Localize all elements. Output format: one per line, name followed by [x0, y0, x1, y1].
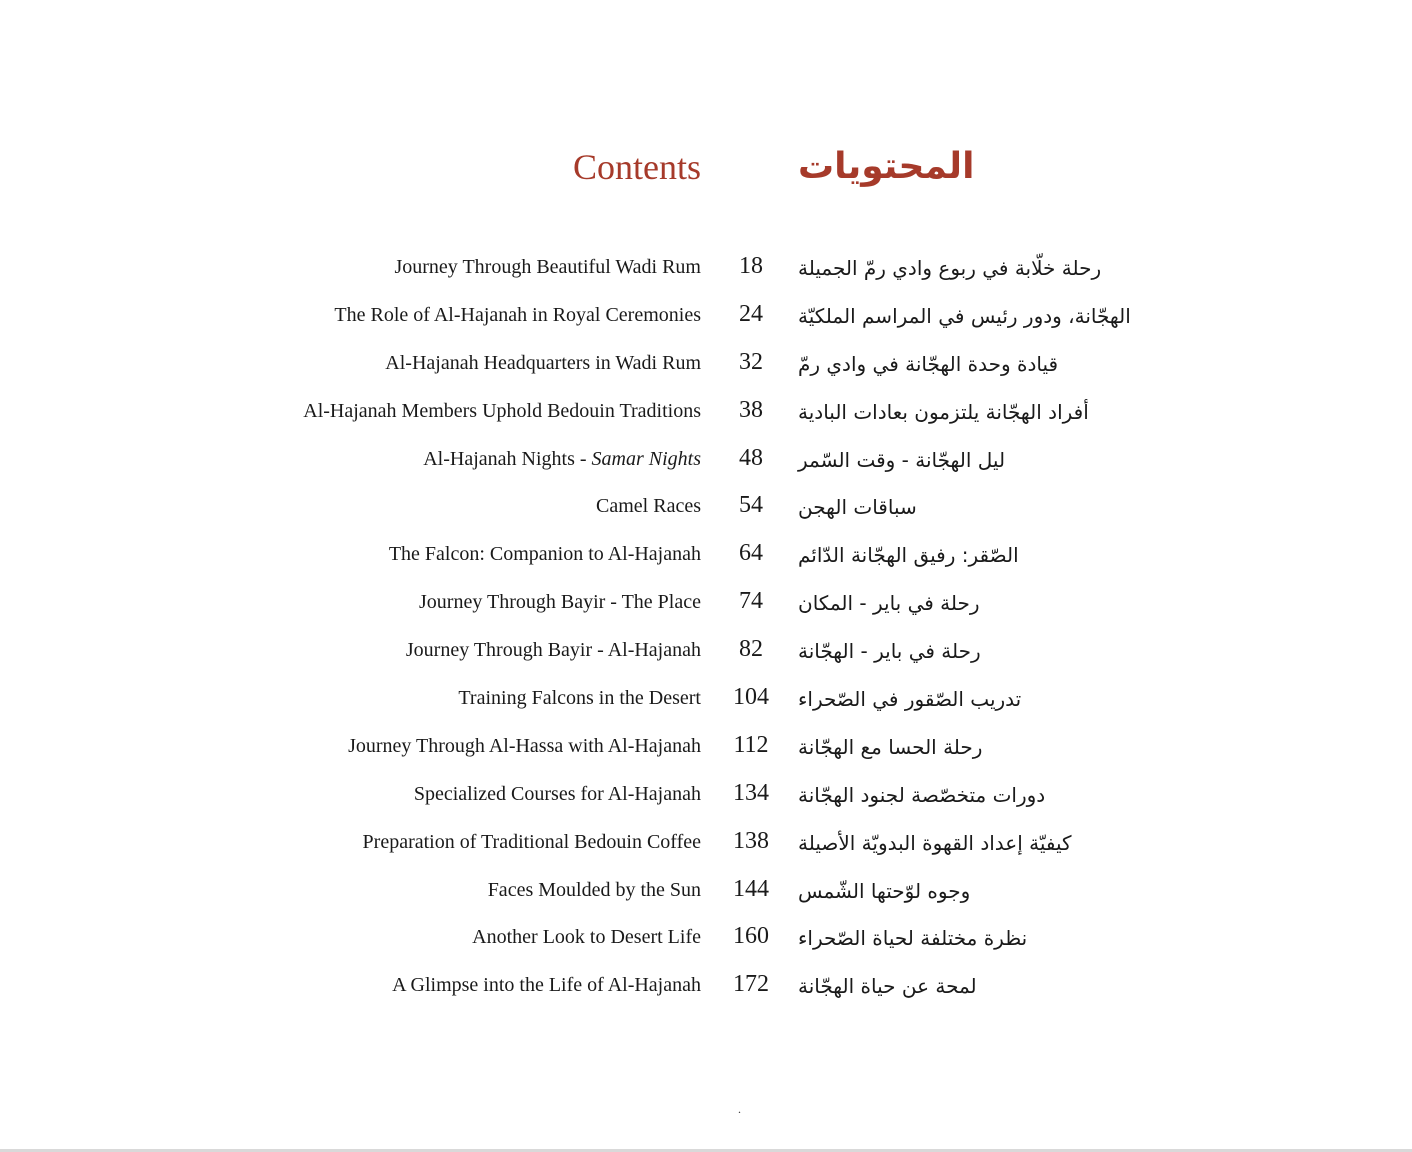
toc-entry-page-number: 38 — [739, 396, 763, 423]
toc-entry-title-english-text: Another Look to Desert Life — [472, 926, 701, 949]
toc-entry[interactable] — [0, 729, 1412, 777]
toc-entry[interactable] — [0, 681, 1412, 729]
toc-entry-page-number: 32 — [739, 348, 763, 375]
toc-entry-page-number: 48 — [739, 444, 763, 471]
toc-entry-title-arabic: الهجّانة، ودور رئيس في المراسم الملكيّة — [798, 303, 1131, 328]
toc-entry[interactable] — [0, 346, 1412, 394]
toc-entry-title-english — [363, 831, 701, 854]
toc-entry-title-english — [472, 926, 701, 949]
toc-entry-title-english — [488, 879, 701, 902]
toc-entry-title-arabic: نظرة مختلفة لحياة الصّحراء — [798, 926, 1028, 951]
toc-entry-title-english — [394, 256, 701, 279]
table-of-contents — [0, 250, 1412, 1016]
toc-entry-title-english-text: Al-Hajanah Members Uphold Bedouin Traditions — [303, 399, 701, 422]
toc-entry-title-english — [406, 639, 701, 662]
toc-entry[interactable] — [0, 298, 1412, 346]
page-folio-mark: . — [738, 1102, 741, 1116]
toc-entry-title-english-text: The Falcon: Companion to Al-Hajanah — [388, 543, 701, 566]
toc-entry-title-arabic: وجوه لوّحتها الشّمس — [798, 878, 971, 903]
toc-entry-page-number: 144 — [733, 875, 769, 902]
toc-entry-title-arabic: ليل الهجّانة - وقت السّمر — [798, 447, 1006, 472]
toc-entry[interactable] — [0, 585, 1412, 633]
toc-entry-page-number: 82 — [739, 636, 763, 663]
toc-entry-title-arabic: رحلة في باير - الهجّانة — [798, 639, 981, 664]
toc-entry-title-english — [385, 352, 701, 375]
toc-entry[interactable] — [0, 968, 1412, 1016]
toc-entry-title-english-text: Journey Through Bayir - Al-Hajanah — [405, 639, 701, 662]
toc-entry[interactable] — [0, 394, 1412, 442]
toc-entry-title-arabic: دورات متخصّصة لجنود الهجّانة — [798, 782, 1046, 807]
toc-entry-title-english-text: Preparation of Traditional Bedouin Coffee — [362, 830, 701, 853]
toc-entry-title-arabic: رحلة في باير - المكان — [798, 591, 980, 616]
toc-entry-title-arabic: أفراد الهجّانة يلتزمون بعادات البادية — [798, 399, 1089, 424]
toc-entry-title-arabic: كيفيّة إعداد القهوة البدويّة الأصيلة — [798, 830, 1072, 855]
toc-entry[interactable] — [0, 825, 1412, 873]
toc-entry-title-english-text: Al-Hajanah Headquarters in Wadi Rum — [385, 351, 701, 374]
toc-entry-title-english-text: Journey Through Beautiful Wadi Rum — [394, 256, 701, 278]
toc-entry-page-number: 54 — [739, 492, 763, 519]
toc-entry-title-english — [596, 495, 701, 518]
toc-entry-title-english-text: Faces Moulded by the Sun — [487, 878, 701, 901]
toc-entry[interactable] — [0, 920, 1412, 968]
toc-entry-title-english-italic: Samar Nights — [591, 447, 701, 470]
toc-entry-title-english-text: Specialized Courses for Al-Hajanah — [413, 782, 701, 805]
toc-entry-title-english-text: Al-Hajanah Nights - — [423, 447, 592, 470]
toc-entry-title-arabic: سباقات الهجن — [798, 495, 917, 520]
toc-entry-page-number: 104 — [733, 684, 769, 711]
toc-entry-title-arabic: رحلة الحسا مع الهجّانة — [798, 734, 983, 759]
toc-entry-page-number: 138 — [733, 827, 769, 854]
toc-entry-title-arabic: الصّقر: رفيق الهجّانة الدّائم — [798, 543, 1019, 568]
toc-entry-page-number: 74 — [739, 588, 763, 615]
toc-entry-title-english — [458, 687, 701, 710]
toc-entry[interactable] — [0, 442, 1412, 490]
toc-entry[interactable] — [0, 633, 1412, 681]
toc-entry[interactable] — [0, 250, 1412, 298]
contents-heading-arabic: المحتويات — [798, 146, 975, 187]
contents-heading-english: Contents — [572, 147, 701, 187]
toc-entry-page-number: 172 — [733, 971, 769, 998]
toc-entry-title-english-text: Journey Through Bayir - The Place — [419, 591, 701, 614]
toc-entry-title-english — [303, 400, 701, 423]
toc-entry-page-number: 64 — [739, 540, 763, 567]
toc-entry-title-english — [392, 974, 701, 997]
toc-entry-title-english — [348, 735, 701, 758]
toc-entry-title-english — [334, 304, 701, 327]
toc-entry[interactable] — [0, 489, 1412, 537]
toc-entry-page-number: 112 — [733, 731, 769, 758]
toc-entry[interactable] — [0, 537, 1412, 585]
toc-entry-title-english-text: A Glimpse into the Life of Al-Hajanah — [392, 974, 701, 997]
toc-entry-title-english-text: Training Falcons in the Desert — [458, 687, 701, 710]
toc-entry[interactable] — [0, 777, 1412, 825]
toc-entry[interactable] — [0, 873, 1412, 921]
toc-entry-title-english — [389, 543, 701, 566]
toc-entry-title-english — [423, 448, 701, 471]
toc-entry-page-number: 134 — [733, 779, 769, 806]
toc-entry-page-number: 24 — [739, 300, 763, 327]
toc-entry-page-number: 160 — [733, 923, 769, 950]
toc-entry-title-english — [419, 591, 701, 614]
toc-entry-title-arabic: تدريب الصّقور في الصّحراء — [798, 687, 1022, 712]
toc-entry-title-english-text: Journey Through Al-Hassa with Al-Hajanah — [348, 734, 701, 757]
toc-entry-title-english-text: The Role of Al-Hajanah in Royal Ceremonies — [334, 303, 701, 326]
toc-entry-page-number: 18 — [739, 253, 763, 279]
toc-entry-title-english-text: Camel Races — [596, 495, 701, 518]
toc-entry-title-arabic: قيادة وحدة الهجّانة في وادي رمّ — [798, 351, 1059, 376]
toc-entry-title-arabic: رحلة خلّابة في ربوع وادي رمّ الجميلة — [798, 256, 1102, 280]
toc-entry-title-arabic: لمحة عن حياة الهجّانة — [798, 974, 977, 999]
toc-entry-title-english — [414, 783, 701, 806]
